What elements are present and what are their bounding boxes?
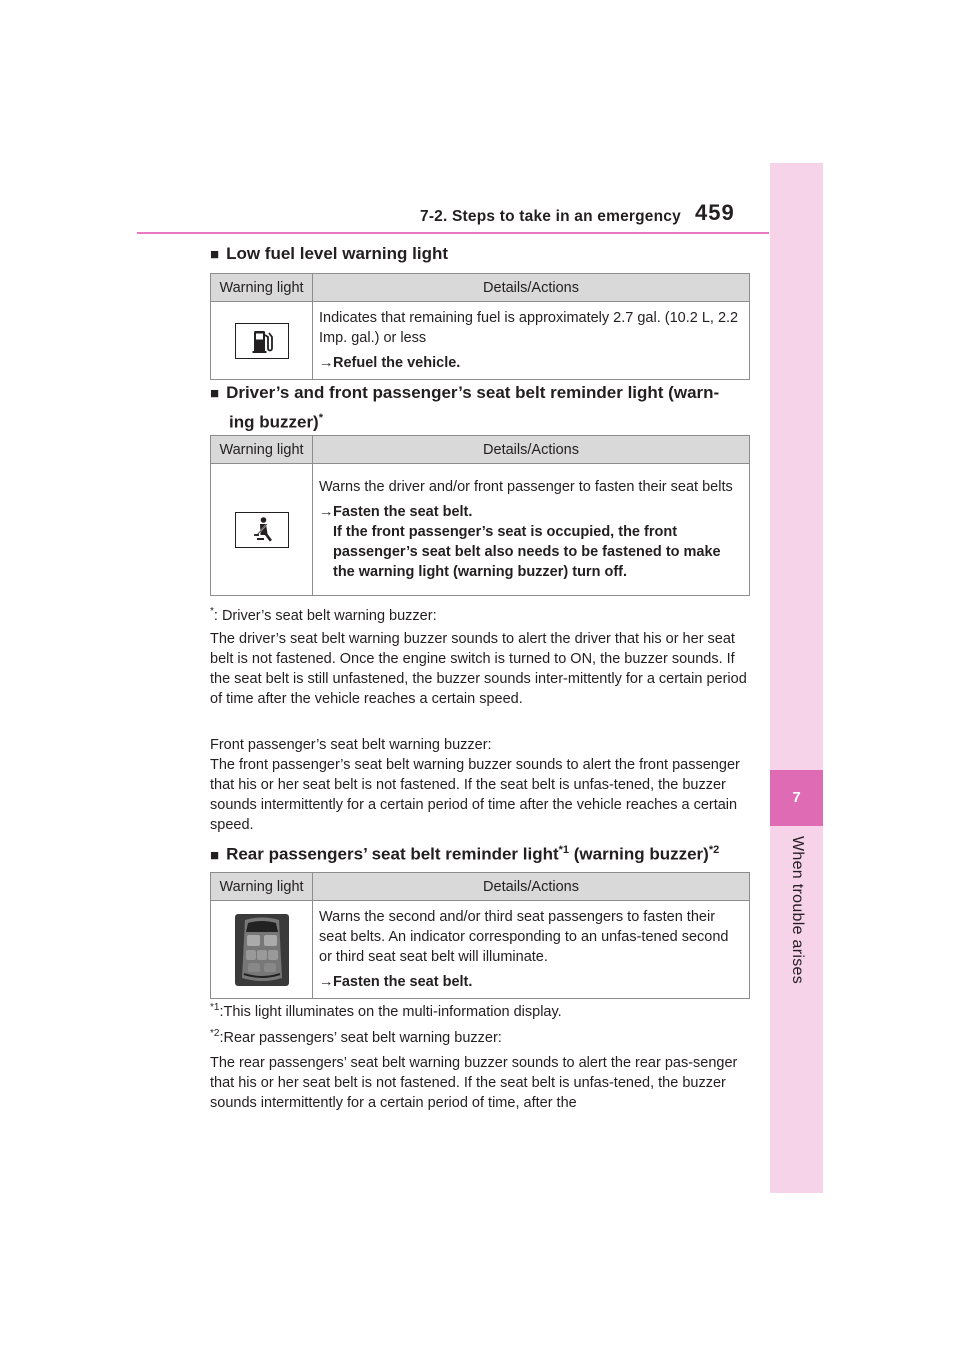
footnote-marker: *1	[558, 844, 570, 856]
heading-text-line2: ing buzzer)	[229, 412, 319, 432]
details-cell	[313, 901, 750, 999]
page-number: 459	[695, 200, 735, 225]
front-buzzer-paragraph: The front passenger’s seat belt warning buzzer sounds to alert the front passenger that his or her seat belt is not fastened. If the seat belt is unfas-tened, the buzzer sounds intermittently for a certain period of time after the vehicle reaches a certain speed.	[210, 757, 740, 833]
table-front-seat-belt	[210, 435, 750, 596]
bullet-square-icon: ■	[210, 385, 220, 402]
footnote-text: :Rear passengers’ seat belt warning buzzer:	[219, 1029, 502, 1046]
table-rear-seat-belt	[210, 872, 750, 999]
col-header-warning-light: Warning light	[211, 436, 313, 464]
bullet-square-icon: ■	[210, 846, 220, 864]
heading-text: Rear passengers’ seat belt reminder light	[226, 844, 559, 864]
fuel-pump-icon	[235, 323, 289, 359]
footnote-marker: *1	[210, 1002, 220, 1013]
section-title: 7-2. Steps to take in an emergency	[420, 208, 681, 225]
chapter-number: 7	[792, 789, 801, 806]
details-cell	[313, 464, 750, 596]
arrow-icon: →	[319, 974, 334, 990]
details-text: Warns the driver and/or front passenger to fasten their seat belts	[319, 479, 733, 495]
seat-belt-icon	[235, 512, 289, 548]
header-rule	[137, 232, 769, 234]
col-header-details: Details/Actions	[313, 436, 750, 464]
side-tab-strip	[770, 163, 823, 1193]
action-text: →Fasten the seat belt.	[319, 974, 473, 990]
footnote-text: :This light illuminates on the multi-information display.	[219, 1003, 562, 1020]
arrow-icon: →	[319, 504, 334, 520]
heading-low-fuel	[210, 241, 755, 267]
heading-rear-seat-belt	[210, 838, 755, 868]
heading-front-seat-belt	[210, 380, 755, 435]
driver-buzzer-paragraph: The driver’s seat belt warning buzzer sounds to alert the driver that his or her seat belt is not fastened. Once the engine switch is turned to ON, the buzzer sounds. If the seat belt is still unfastened, the buzzer sounds inter-mittently for a certain period of time after the vehicle reaches a certain speed.	[210, 631, 747, 707]
arrow-icon: →	[319, 355, 334, 371]
details-text: Indicates that remaining fuel is approximately 2.7 gal. (10.2 L, 2.2 Imp. gal.) or less	[319, 310, 739, 346]
details-cell	[313, 302, 750, 380]
footnote-marker: *	[318, 412, 323, 424]
footnote-star	[210, 602, 755, 626]
footnote-marker: *2	[708, 844, 720, 856]
footnote-text: : Driver’s seat belt warning buzzer:	[213, 607, 437, 624]
details-text: Warns the second and/or third seat passengers to fasten their seat belts. An indicator corresponding to an unfas-tened second or third seat seat belt will illuminate.	[319, 909, 729, 965]
col-header-warning-light: Warning light	[211, 873, 313, 901]
heading-text: Low fuel level warning light	[226, 244, 449, 263]
footnote-marker: *	[210, 606, 214, 617]
rear-buzzer-paragraph: The rear passengers’ seat belt warning buzzer sounds to alert the rear pas-senger that his or her seat belt is not fastened. If the seat belt is unfas-tened, the buzzer sounds intermittently for a certain period of time, after the	[210, 1055, 738, 1111]
action-text: →Refuel the vehicle.	[319, 355, 461, 371]
front-buzzer-title: Front passenger’s seat belt warning buzzer:	[210, 737, 492, 753]
col-header-details: Details/Actions	[313, 274, 750, 302]
footnote-1	[210, 998, 755, 1022]
col-header-details: Details/Actions	[313, 873, 750, 901]
heading-text-b: (warning buzzer)	[569, 844, 709, 864]
chapter-label: When trouble arises	[789, 836, 806, 984]
col-header-warning-light: Warning light	[211, 274, 313, 302]
footnote-marker: *2	[210, 1028, 220, 1039]
warning-icon-cell	[211, 464, 313, 596]
heading-text-line1: Driver’s and front passenger’s seat belt reminder light (warn-	[226, 383, 720, 402]
action-text: →Fasten the seat belt. If the front passenger’s seat is occupied, the front passenger’s seat belt also needs to be fastened to make the warning light (warning buzzer) turn off.	[319, 504, 721, 580]
warning-icon-cell	[211, 901, 313, 999]
rear-seat-display-icon	[235, 914, 289, 986]
bullet-square-icon: ■	[210, 246, 220, 263]
chapter-tab[interactable]	[770, 770, 823, 826]
table-low-fuel	[210, 273, 750, 380]
footnote-2	[210, 1024, 755, 1048]
warning-icon-cell	[211, 302, 313, 380]
